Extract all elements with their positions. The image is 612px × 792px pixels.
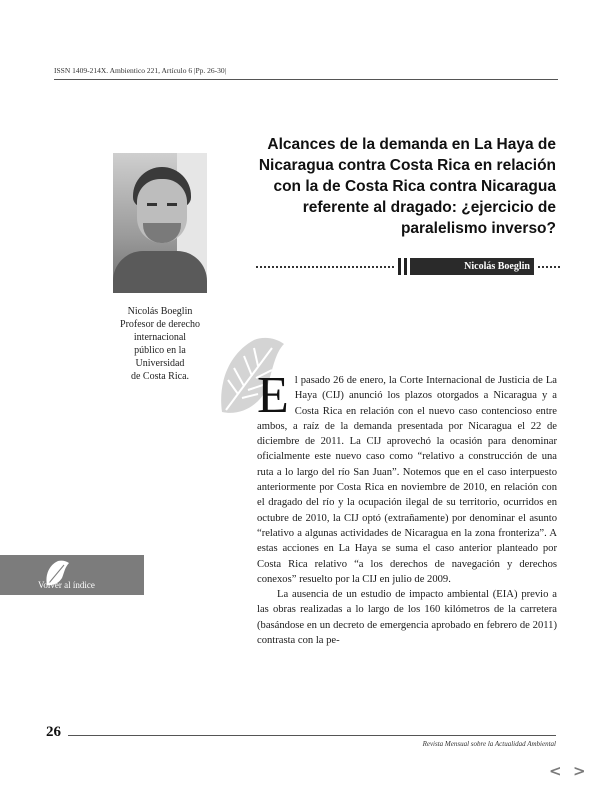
- footer-rule: [68, 735, 556, 736]
- next-page-button[interactable]: >: [573, 762, 586, 780]
- caption-line: de Costa Rica.: [130, 371, 190, 382]
- drop-cap: E: [257, 367, 289, 424]
- header-rule: [54, 79, 558, 80]
- author-name: Nicolás Boeglin: [410, 258, 534, 275]
- article-title: Alcances de la demanda en La Haya de Nicaragua contra Costa Rica en relación con la de Costa Rica contra Nicaragua referente al dragado: ¿ejercicio de paralelismo inverso?: [258, 136, 556, 237]
- caption-line: público en la: [134, 345, 186, 356]
- dotted-rule-right: [538, 266, 560, 268]
- author-caption: [104, 305, 216, 383]
- dotted-rule-left: [256, 266, 394, 268]
- author-bar: [256, 258, 560, 276]
- caption-line: internacional: [133, 332, 187, 343]
- journal-name: Revista Mensual sobre la Actualidad Ambiental: [422, 740, 556, 748]
- caption-line: Nicolás Boeglin: [127, 306, 193, 317]
- prev-page-button[interactable]: <: [549, 762, 562, 780]
- caption-line: Profesor de derecho: [120, 319, 200, 330]
- page-number: 26: [46, 724, 61, 740]
- paragraph-text: l pasado 26 de enero, la Corte Internacional de Justicia de La Haya (CIJ) anunció los plazos otorgados a Nicaragua y a Costa Rica en relación con el nuevo caso contencioso entre ambos, a raíz de la demanda presentada por Nicaragua el 22 de diciembre de 2011. La CIJ aprovechó la ocasión para denominar oficialmente este nuevo caso como “relativo a construcción de una ruta a lo largo del río San Juan”. Notemos que en el caso interpuesto anteriormente por Costa Rica en noviembre de 2010, en relación con el dragado del río y la ocupación ilegal de su territorio, ocurridos en octubre de 2010, la CIJ optó (extrañamente) por denominar el asunto “relativo a algunas actividades de Nicaragua en la zona fronteriza”. A estas acciones en La Haya se suma el caso anterior planteado por Costa Rica relativo “a los derechos de navegación y derechos conexos” resuelto por la CIJ en julio de 2009.: [257, 375, 557, 585]
- bar-ornament: [398, 258, 408, 275]
- article-body: [257, 367, 557, 648]
- caption-line: Universidad: [135, 358, 185, 369]
- back-to-index-button[interactable]: [0, 555, 144, 595]
- page-navigation: [549, 762, 595, 778]
- paragraph: La ausencia de un estudio de impacto ambiental (EIA) previo a las obras realizadas a lo largo de los 160 kilómetros de la carretera (basándose en un decreto de emergencia aprobado en febrero de 2011) contrasta con la pe-: [257, 589, 557, 647]
- issn-header: ISSN 1409-214X. Ambientico 221, Artículo 6 |Pp. 26-30|: [54, 66, 227, 75]
- author-photo: [113, 153, 207, 293]
- paragraph: [257, 367, 557, 587]
- back-to-index-label[interactable]: Volver al índice: [38, 580, 95, 590]
